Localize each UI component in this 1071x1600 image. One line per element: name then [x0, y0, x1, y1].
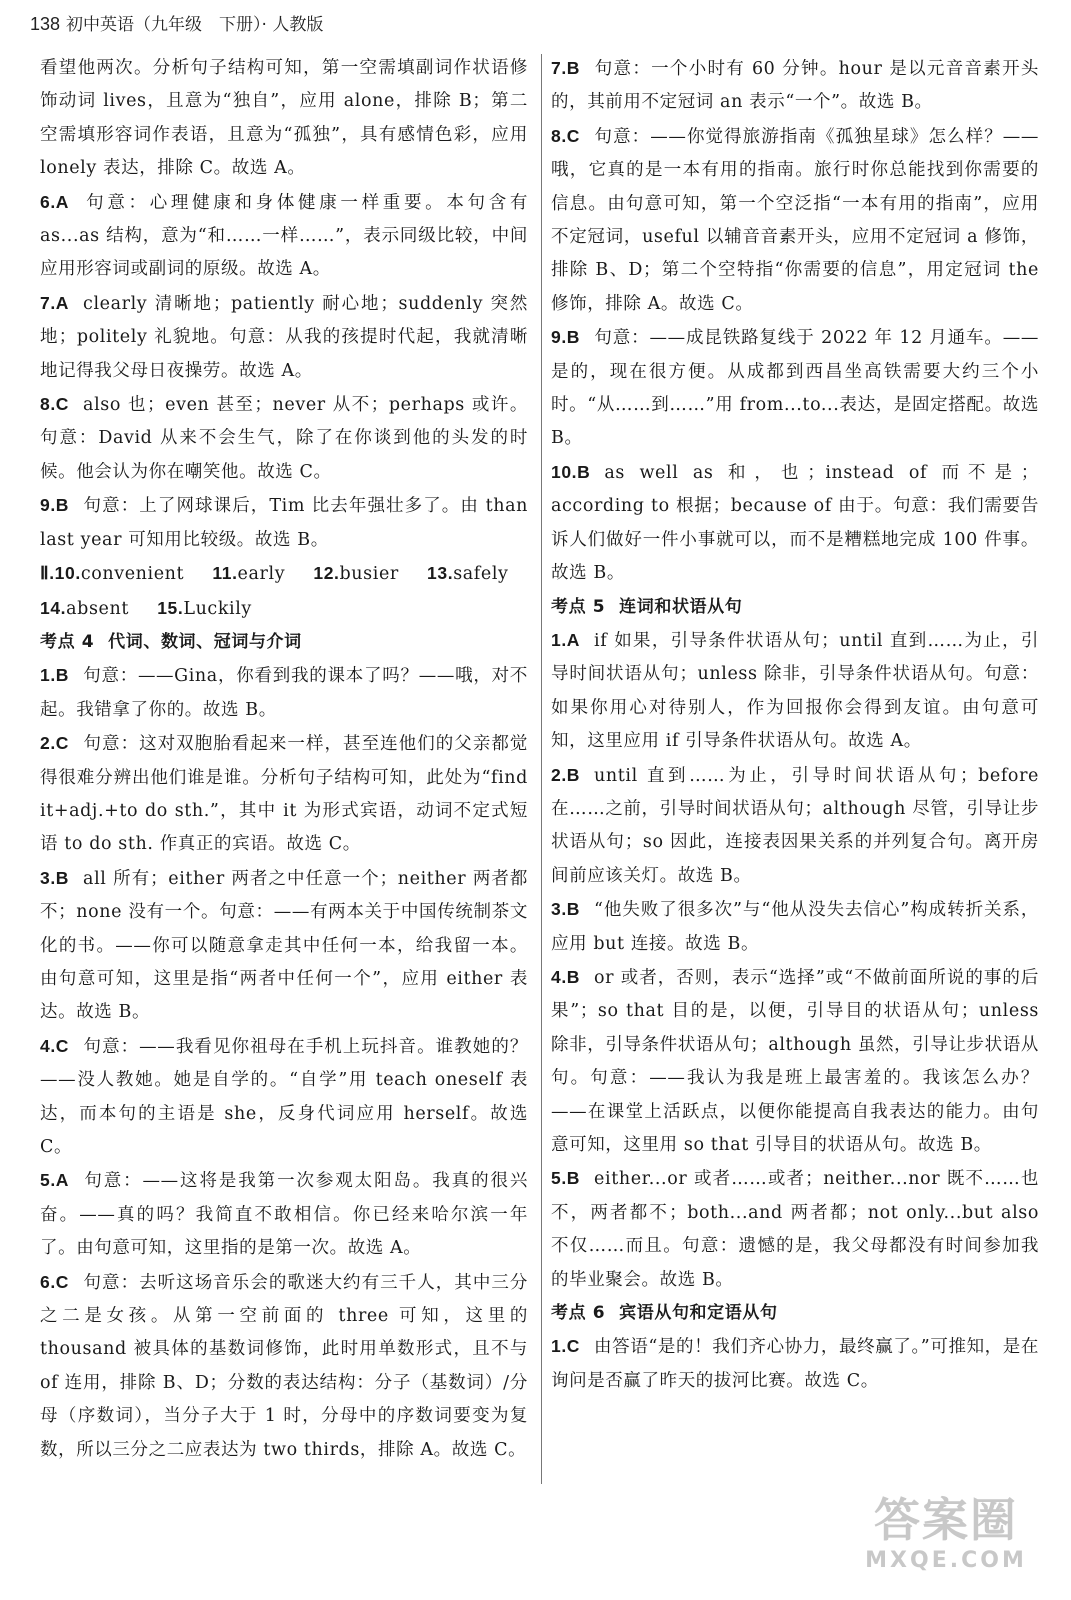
answer-explanation: either...or 或者……或者；neither...nor 既不……也不，两者都不；both...and 两者都；not only...but also 不仅……而且。句意：遗憾的是，我父母都没有时间参加我的毕业聚会。故选 B。	[551, 1169, 1039, 1290]
book-title: 初中英语（九年级 下册）· 人教版	[66, 15, 324, 35]
section-heading-6: 考点 6 宾语从句和定语从句	[551, 1303, 778, 1324]
answer-number: 7.B	[551, 58, 581, 78]
answer-explanation: 由答语“是的！我们齐心协力，最终赢了。”可推知，是在询问是否赢了昨天的拔河比赛。故选 C。	[551, 1337, 1039, 1391]
answer-explanation: “他失败了很多次”与“他从没失去信心”构成转折关系，应用 but 连接。故选 B。	[551, 900, 1039, 954]
answer-item	[40, 1030, 528, 1165]
answer-explanation: also 也；even 甚至；never 从不；perhaps 或许。句意：David 从来不会生气，除了在你谈到他的头发的时候。他会认为你在嘲笑他。故选 C。	[40, 395, 528, 482]
answer-number: 2.C	[40, 733, 70, 754]
answer-explanation: 句意：心理健康和身体健康一样重要。本句含有 as...as 结构，意为“和……一样……”，表示同级比较，中间应用形容词或副词的原级。故选 A。	[40, 192, 528, 280]
answer-explanation: 句意：——我看见你祖母在手机上玩抖音。谁教她的？——没人教她。她是自学的。“自学”用 teach oneself 表达，而本句的主语是 she，反身代词应用 herself。故选 C。	[40, 1036, 528, 1157]
answer-number: 8.C	[551, 125, 581, 146]
answer-explanation: as well as 和，也；instead of 而不是；according to 根据；because of 由于。句意：我们需要告诉人们做好一件小事就可以，而不是糟糕地完成 100 件事。故选 B。	[551, 462, 1039, 584]
answer-item	[551, 52, 1039, 120]
answer-number: 1.C	[551, 1336, 581, 1357]
answer-item	[551, 1162, 1039, 1297]
answer-list	[40, 186, 528, 557]
fill-in-answers	[40, 557, 528, 626]
answer-number: 1.A	[551, 629, 581, 650]
answer-explanation: if 如果，引导条件状语从句；until 直到……为止，引导时间状语从句；unless 除非，引导条件状语从句。句意：如果你用心对待别人，作为回报你会得到友谊。由句意可知，这里应用 if 引导条件状语从句。故选 A。	[551, 630, 1039, 752]
section-heading-4: 考点 4 代词、数词、冠词与介词	[40, 631, 302, 652]
column-divider	[541, 54, 542, 1484]
answer-number: 6.C	[40, 1271, 70, 1292]
answer-item	[551, 1330, 1039, 1398]
answer-item	[40, 862, 528, 1030]
answer-number: 4.B	[551, 966, 581, 987]
answer-explanation: 句意：——Gina，你看到我的课本了吗？——哦，对不起。我错拿了你的。故选 B。	[40, 666, 528, 720]
answer-item	[40, 388, 528, 489]
answer-number: 5.B	[551, 1168, 581, 1189]
answer-item	[551, 893, 1039, 961]
answer-explanation: all 所有；either 两者之中任意一个；neither 两者都不；none 没有一个。句意：——有两本关于中国传统制茶文化的书。——你可以随意拿走其中任何一本，给我留一本。由句意可知，这里是指“两者中任何一个”，应用 either 表达。故选 B。	[40, 868, 528, 1023]
fill-row: Ⅱ.10.convenient 11.early 12.busier 13.safely	[40, 563, 509, 585]
left-column	[40, 52, 528, 1467]
answer-list	[551, 624, 1039, 1297]
answer-explanation: 句意：去听这场音乐会的歌迷大约有三千人，其中三分之二是女孩。从第一空前面的 three 可知，这里的 thousand 被具体的基数词修饰，此时用单数形式，且不与 of 连用，排除 B、D；分数的表达结构：分子（基数词）/分母（序数词），当分子大于 1 时，分母中的序数词要变为复数，所以三分之二应表达为 two thirds，排除 A。故选 C。	[40, 1272, 528, 1460]
answer-list	[551, 1330, 1039, 1398]
right-column	[551, 52, 1039, 1398]
answer-explanation: or 或者，否则，表示“选择”或“不做前面所说的事的后果”；so that 目的是，以便，引导目的状语从句；unless 除非，引导条件状语从句；although 虽然，引导让步状语从句。句意：——我认为我是班上最害羞的。我该怎么办？——在课堂上活跃点，以便你能提高自我表达的能力。由句意可知，这里用 so that 引导目的状语从句。故选 B。	[551, 967, 1039, 1155]
answer-number: 10.B	[551, 461, 591, 482]
answer-explanation: 句意：一个小时有 60 分钟。hour 是以元音音素开头的，其前用不定冠词 an 表示“一个”。故选 B。	[551, 59, 1039, 113]
answer-explanation: 句意：这对双胞胎看起来一样，甚至连他们的父亲都觉得很难分辨出他们谁是谁。分析句子结构可知，此处为“find it+adj.+to do sth.”，其中 it 为形式宾语，动词不定式短语 to do sth. 作真正的宾语。故选 C。	[40, 734, 528, 855]
answer-item	[40, 489, 528, 557]
answer-number: 3.B	[551, 899, 581, 920]
answer-explanation: clearly 清晰地；patiently 耐心地；suddenly 突然地；politely 礼貌地。句意：从我的孩提时代起，我就清晰地记得我父母日夜操劳。故选 A。	[40, 293, 528, 381]
watermark-logo: 答案圈 MXQE.COM	[865, 1493, 1027, 1573]
section-heading-5: 考点 5 连词和状语从句	[551, 596, 743, 617]
answer-number: 6.A	[40, 191, 70, 212]
page-header	[30, 10, 1040, 42]
answer-item	[40, 287, 528, 388]
answer-explanation: 句意：——成昆铁路复线于 2022 年 12 月通车。——是的，现在很方便。从成都到西昌坐高铁需要大约三个小时。“从……到……”用 from...to...表达，是固定搭配。故选 B。	[551, 328, 1039, 449]
answer-explanation: 句意：——你觉得旅游指南《孤独星球》怎么样？——哦，它真的是一本有用的指南。旅行时你总能找到你需要的信息。由句意可知，第一个空泛指“一本有用的指南”，应用不定冠词，useful 以辅音音素开头，应用不定冠词 a 修饰，排除 B、D；第二个空特指“你需要的信息”，用定冠词 the 修饰，排除 A。故选 C。	[551, 126, 1039, 314]
answer-item	[551, 624, 1039, 759]
answer-number: 9.B	[551, 327, 581, 348]
answer-explanation: 句意：上了网球课后，Tim 比去年强壮多了。由 than last year 可知用比较级。故选 B。	[40, 496, 528, 550]
answer-item	[551, 321, 1039, 456]
answer-item	[551, 456, 1039, 591]
page-number: 138	[30, 14, 61, 34]
answer-explanation: until 直到……为止，引导时间状语从句；before 在……之前，引导时间状语从句；although 尽管，引导让步状语从句；so 因此，连接表因果关系的并列复合句。离开房间前应该关灯。故选 B。	[551, 765, 1039, 886]
answer-explanation: 句意：——这将是我第一次参观太阳岛。我真的很兴奋。——真的吗？我简直不敢相信。你已经来哈尔滨一年了。由句意可知，这里指的是第一次。故选 A。	[40, 1171, 528, 1259]
answer-number: 5.A	[40, 1170, 70, 1191]
continued-paragraph: 看望他两次。分析句子结构可知，第一空需填副词作状语修饰动词 lives，且意为“独自”，应用 alone，排除 B；第二空需填形容词作表语，且意为“孤独”，具有感情色彩，应用 lonely 表达，排除 C。故选 A。	[40, 58, 528, 179]
answer-number: 9.B	[40, 495, 70, 516]
answer-item	[551, 759, 1039, 894]
answer-item	[551, 961, 1039, 1162]
answer-item	[40, 727, 528, 862]
answer-item	[551, 120, 1039, 321]
answer-number: 1.B	[40, 665, 70, 686]
answer-number: 2.B	[551, 764, 581, 785]
answer-number: 8.C	[40, 394, 70, 415]
answer-number: 4.C	[40, 1035, 70, 1056]
fill-row: 14.absent 15.Luckily	[40, 597, 252, 619]
answer-number: 3.B	[40, 867, 70, 888]
answer-number: 7.A	[40, 292, 70, 313]
answer-item	[40, 659, 528, 727]
answer-list	[40, 659, 528, 1467]
answer-item	[40, 1266, 528, 1467]
answer-item	[40, 186, 528, 287]
answer-item	[40, 1164, 528, 1265]
answer-list	[551, 52, 1039, 591]
